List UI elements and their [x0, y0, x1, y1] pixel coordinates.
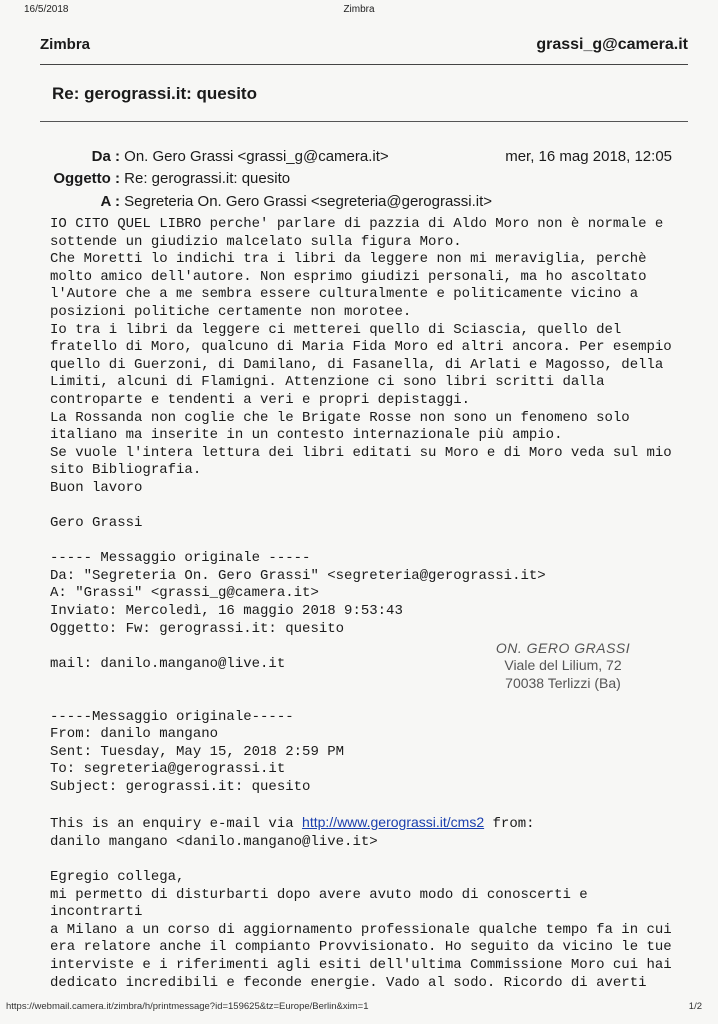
- body-text-part2: from: danilo mangano <danilo.mangano@live.it> Egregio collega, mi permetto di disturbarti dopo avere avuto modo di conoscerti e incontrarti a Milano a un corso di aggiornamento professionale qualche tempo fa in cui era relatore anche il compianto Provvisionato. Ho seguito da vicino le tue interviste e i riferimenti agli esiti dell'ultima Commissione Moro cui hai dedicato incredibili e feconde energie. Vado al sodo. Ricordo di averti: [50, 816, 672, 991]
- to-value: Segreteria On. Gero Grassi <segreteria@gerograssi.it>: [124, 193, 493, 210]
- subject-label: Oggetto :: [53, 170, 120, 187]
- account-email: grassi_g@camera.it: [536, 36, 688, 53]
- message-subject-title: Re: gerograssi.it: quesito: [52, 84, 257, 103]
- subject-row: [48, 170, 688, 187]
- to-row: [48, 193, 688, 210]
- to-label: A :: [100, 193, 120, 210]
- print-title: Zimbra: [343, 4, 375, 15]
- divider: [40, 121, 688, 122]
- print-header: [0, 4, 718, 18]
- subject-value: Re: gerograssi.it: quesito: [124, 170, 291, 187]
- print-date: 16/5/2018: [24, 4, 69, 15]
- page-number: 1/2: [688, 1001, 702, 1012]
- from-label: Da :: [91, 148, 120, 165]
- print-footer: [0, 1001, 718, 1015]
- address-stamp: [478, 640, 648, 692]
- message-body: [50, 216, 705, 992]
- stamp-name: ON. GERO GRASSI: [495, 640, 631, 656]
- app-name: Zimbra: [40, 36, 91, 53]
- from-value: On. Gero Grassi <grassi_g@camera.it>: [124, 148, 389, 165]
- app-header: [40, 30, 688, 65]
- stamp-street: Viale del Lilium, 72: [504, 657, 622, 673]
- message-date: mer, 16 mag 2018, 12:05: [505, 148, 672, 165]
- body-text-part1: IO CITO QUEL LIBRO perche' parlare di pazzia di Aldo Moro non è normale e sottende un giudizio malcelato sulla figura Moro. Che Moretti lo indichi tra i libri da leggere non mi meraviglia, perchè molto amico dell'autore. Non esprimo giudizi personali, ma ho ascoltato l'Autore che a me sembra essere culturalmente e politicamente vicino a posizioni politiche certamente non morotee. Io tra i libri da leggere ci metterei quello di Sciascia, quello del fratello di Moro, qualcuno di Maria Fida Moro ed altri ancora. Per esempio quello di Guerzoni, di Damilano, di Fasanella, di Arlati e Magosso, della Limiti, alcuni di Flamigni. Attenzione ci sono libri scritti dalla controparte e tendenti a veri e propri depistaggi. La Rossanda non coglie che le Brigate Rosse non sono un fenomeno solo italiano ma inserite in un contesto internazionale più ampio. Se vuole l'intera lettura dei libri editati su Moro e di Moro veda sul mio sito Bibliografia. Buon lavoro Gero Grassi ----- Messaggio originale ----- Da: "Segreteria On. Gero Grassi" <segreteria@gerograssi.it> A: "Grassi" <grassi_g@camera.it> Inviato: Mercoledì, 16 maggio 2018 9:53:43 Oggetto: Fw: gerograssi.it: quesito mail: danilo.mangano@live.it -----Messaggio originale----- From: danilo mangano Sent: Tuesday, May 15, 2018 2:59 PM To: segreteria@gerograssi.it Subject: gerograssi.it: quesito This is an enquiry e-mail via: [50, 216, 672, 833]
- enquiry-link[interactable]: http://www.gerograssi.it/cms2: [302, 814, 485, 831]
- stamp-city: 70038 Terlizzi (Ba): [505, 675, 621, 691]
- from-row: [48, 148, 688, 165]
- print-url: https://webmail.camera.it/zimbra/h/printmessage?id=159625&tz=Europe/Berlin&xim=1: [6, 1001, 369, 1012]
